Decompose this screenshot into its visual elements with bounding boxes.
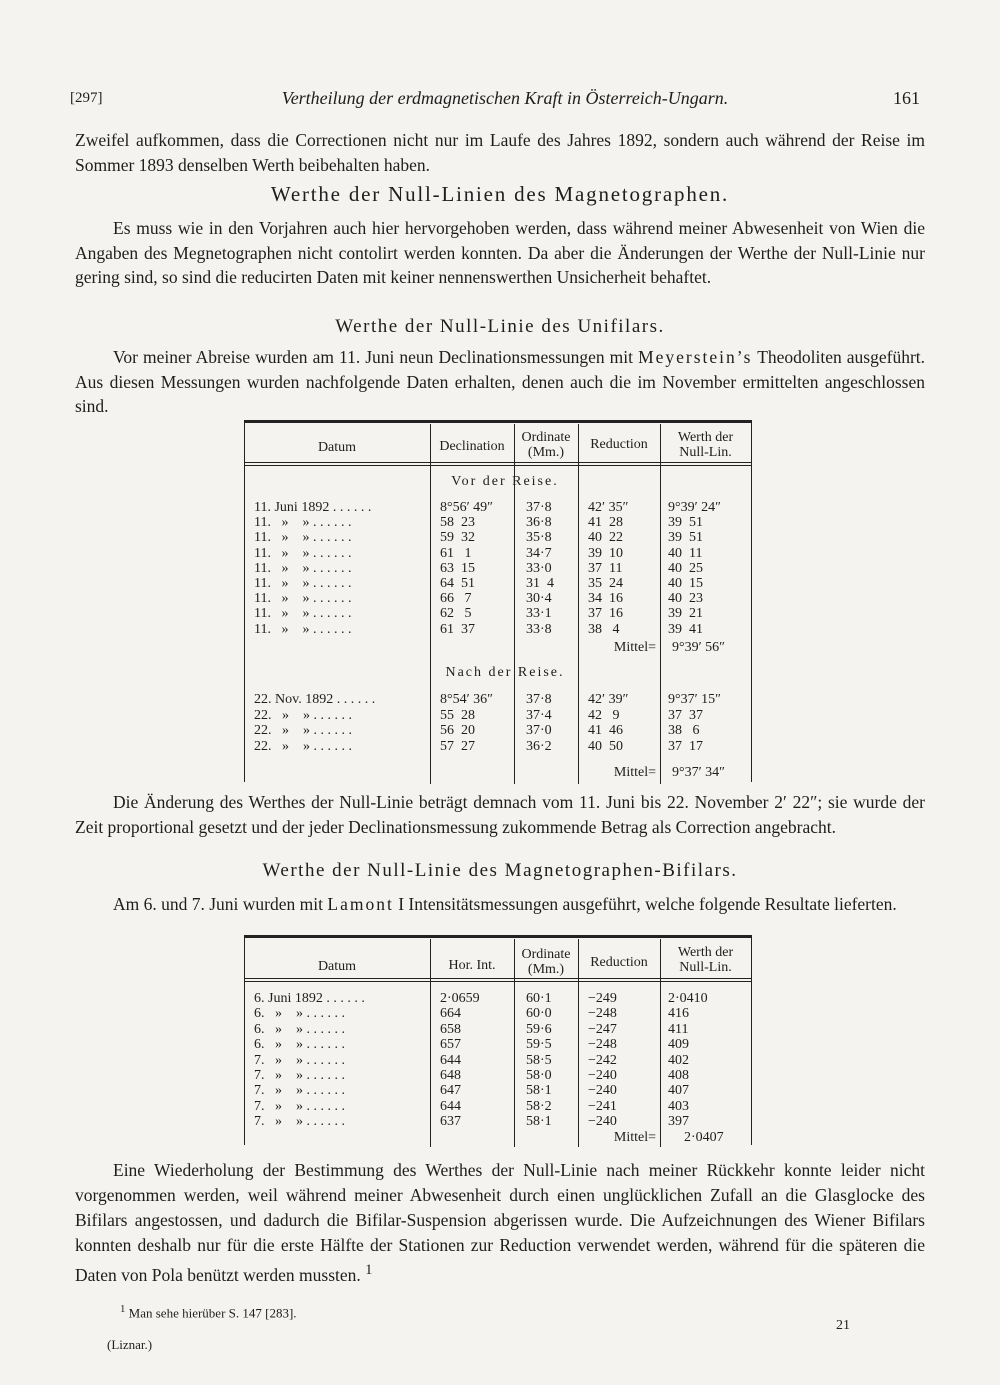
cell-decl: 55 28: [440, 707, 475, 723]
cell-ord: 30·4: [526, 591, 552, 607]
cell-red: −240: [588, 1083, 617, 1099]
cell-werth: 2·0410: [668, 991, 708, 1006]
table-row: [244, 1083, 752, 1099]
cell-decl: 61 1: [440, 545, 472, 561]
cell-werth: 37 17: [668, 738, 703, 754]
cell-datum: 11. » » . . . . . .: [254, 591, 352, 607]
cell-red: −241: [588, 1098, 617, 1114]
cell-red: −248: [588, 1006, 617, 1022]
cell-red: −240: [588, 1068, 617, 1083]
section-heading-magnetograph: Werthe der Null-Linien des Magnetographen.: [270, 182, 730, 206]
running-header: [70, 88, 940, 114]
cell-datum: 7. » » . . . . . .: [254, 1083, 345, 1099]
table-row: [244, 500, 752, 516]
cell-decl: 58 23: [440, 515, 475, 531]
cell-ord: 59·6: [526, 1021, 552, 1037]
cell-decl: 61 37: [440, 621, 475, 637]
cell-werth: 416: [668, 1006, 689, 1022]
cell-red: −249: [588, 991, 617, 1006]
cell-ord: 58·5: [526, 1052, 552, 1068]
cell-datum: 6. » » . . . . . .: [254, 1006, 345, 1022]
cell-decl: 62 5: [440, 606, 472, 622]
cell-hor: 664: [440, 1006, 461, 1022]
table-row: [244, 1099, 752, 1115]
cell-werth: 40 15: [668, 576, 703, 591]
cell-werth: 38 6: [668, 723, 700, 738]
cell-ord: 58·1: [526, 1083, 552, 1099]
cell-werth: 40 11: [668, 545, 703, 561]
table-row: [244, 991, 752, 1007]
cell-decl: 66 7: [440, 591, 472, 607]
table-top-rule: [244, 935, 752, 938]
cell-ord: 34·7: [526, 545, 552, 561]
cell-werth: 402: [668, 1052, 689, 1068]
cell-werth: 397: [668, 1114, 689, 1130]
table-row: [244, 1037, 752, 1053]
page-number: 161: [893, 88, 920, 108]
cell-werth: 403: [668, 1098, 689, 1114]
cell-werth: 9°39′ 24″: [668, 500, 721, 515]
cell-red: 34 16: [588, 591, 623, 607]
cell-decl: 59 32: [440, 530, 475, 546]
table-row: [244, 1022, 752, 1038]
cell-werth: 9°37′ 15″: [668, 692, 721, 707]
column-header-reduction: Reduction: [590, 437, 648, 452]
cell-ord: 60·0: [526, 1006, 552, 1022]
section-heading-bifilar: Werthe der Null-Linie des Magnetographen-Bifilars.: [262, 860, 738, 881]
mittel-label: Mittel=: [613, 1130, 656, 1145]
cell-datum: 22. » » . . . . . .: [254, 707, 352, 723]
cell-datum: 11. » » . . . . . .: [254, 621, 352, 637]
cell-red: 37 11: [588, 560, 623, 576]
table-row: [244, 591, 752, 607]
cell-red: 41 28: [588, 515, 623, 531]
table-row: [244, 739, 752, 755]
cell-werth: 39 21: [668, 606, 703, 622]
cell-ord: 33·1: [526, 606, 552, 622]
cell-ord: 33·0: [526, 560, 552, 576]
table-row: [244, 576, 752, 592]
cell-ord: 37·8: [526, 500, 552, 515]
section-unifilar-text: Vor meiner Abreise wurden am 11. Juni neun Declinationsmessungen mit Meyerstein’s Theodoliten ausgeführt. Aus diesen Messungen wurden nachfolgende Daten erhalten, denen auch die im November ermittelten angeschlossen sind.: [75, 347, 926, 416]
section-bifilar-text: Am 6. und 7. Juni wurden mit Lamont I Intensitätsmessungen ausgeführt, welche folgende Resultate lieferten.: [113, 894, 897, 914]
cell-datum: 22. Nov. 1892 . . . . . .: [254, 692, 376, 707]
cell-ord: 36·2: [526, 738, 552, 754]
cell-hor: 658: [440, 1021, 461, 1037]
section-heading-unifilar: Werthe der Null-Linie des Unifilars.: [335, 316, 665, 337]
cell-ord: 36·8: [526, 515, 552, 531]
intensity-table: [244, 935, 752, 1145]
cell-datum: 7. » » . . . . . .: [254, 1068, 345, 1083]
mittel-label: Mittel=: [613, 640, 656, 655]
cell-datum: 22. » » . . . . . .: [254, 723, 352, 738]
table-row: [244, 622, 752, 638]
cell-ord: 58·1: [526, 1114, 552, 1130]
cell-hor: 644: [440, 1052, 461, 1068]
table-row: [244, 606, 752, 622]
column-header-datum: Datum: [317, 959, 357, 974]
cell-datum: 7. » » . . . . . .: [254, 1052, 345, 1068]
column-header-hor-int: Hor. Int.: [448, 958, 496, 973]
page-reference: [297]: [70, 90, 103, 106]
cell-werth: 411: [668, 1021, 689, 1037]
table-row: [244, 546, 752, 562]
cell-ord: 37·4: [526, 707, 552, 723]
column-header-datum: Datum: [317, 440, 357, 455]
cell-werth: 40 23: [668, 591, 703, 607]
cell-ord: 33·8: [526, 621, 552, 637]
cell-red: 35 24: [588, 576, 623, 591]
cell-decl: 8°56′ 49″: [440, 500, 493, 515]
cell-datum: 11. » » . . . . . .: [254, 515, 352, 531]
footnote: $^1$ Man sehe hierüber S. 147 [283].: [120, 1303, 297, 1321]
column-header-declination: Declination: [439, 439, 505, 454]
table-row: [244, 561, 752, 577]
cell-ord: 31 4: [526, 576, 554, 591]
cell-werth: 39 51: [668, 530, 703, 546]
cell-datum: 7. » » . . . . . .: [254, 1114, 345, 1130]
table-row: [244, 708, 752, 724]
cell-datum: 11. » » . . . . . .: [254, 576, 352, 591]
mittel-value: 9°39′ 56″: [672, 640, 725, 655]
cell-werth: 39 41: [668, 621, 703, 637]
cell-hor: 648: [440, 1068, 461, 1083]
cell-ord: 37·8: [526, 692, 552, 707]
table-row: [244, 1114, 752, 1130]
cell-red: −248: [588, 1037, 617, 1053]
cell-red: 42 9: [588, 707, 620, 723]
cell-red: 38 4: [588, 621, 620, 637]
cell-werth: 39 51: [668, 515, 703, 531]
cell-werth: 407: [668, 1083, 689, 1099]
subheading-after-journey: Nach der Reise.: [445, 665, 565, 680]
cell-red: 40 50: [588, 738, 623, 754]
cell-decl: 63 15: [440, 560, 475, 576]
column-header-ordinate: Ordinate (Mm.): [521, 430, 571, 460]
cell-red: 39 10: [588, 545, 623, 561]
cell-decl: 64 51: [440, 576, 475, 591]
cell-datum: 6. » » . . . . . .: [254, 1021, 345, 1037]
column-header-werth: Werth der Null-Lin.: [677, 430, 734, 460]
table-row: [244, 723, 752, 739]
table-row: [244, 1068, 752, 1084]
cell-hor: 644: [440, 1098, 461, 1114]
table-header-rule: [244, 465, 752, 466]
cell-decl: 8°54′ 36″: [440, 692, 493, 707]
table-row: [244, 1006, 752, 1022]
cell-red: 42′ 39″: [588, 692, 629, 707]
table-header-rule: [244, 462, 752, 463]
cell-red: 40 22: [588, 530, 623, 546]
cell-hor: 657: [440, 1037, 461, 1053]
mittel-row: [244, 765, 752, 781]
table-header-rule: [244, 981, 752, 982]
final-paragraph: Eine Wiederholung der Bestimmung des Werthes der Null-Linie nach meiner Rückkehr konnte leider nicht vorgenommen werden, weil während meiner Abwesenheit durch einen unglücklichen Zufall an die Glasglocke des Bifilars angestossen, und dadurch die Bifilar-Suspension abgerissen wurde. Die Aufzeichnungen des Wiener Bifilars konnten deshalb nur für die erste Hälfte der Stationen zur Reduction verwendet werden, während für die späteren die Daten von Pola benützt werden mussten. $^1$: [75, 1160, 925, 1285]
person-name-meyerstein: Meyerstein’s: [638, 347, 753, 367]
cell-datum: 7. » » . . . . . .: [254, 1098, 345, 1114]
table-row: [244, 1053, 752, 1069]
cell-werth: 408: [668, 1068, 689, 1083]
cell-datum: 6. Juni 1892 . . . . . .: [254, 991, 365, 1006]
table-row: [244, 692, 752, 708]
cell-datum: 6. » » . . . . . .: [254, 1037, 345, 1053]
cell-ord: 58·2: [526, 1098, 552, 1114]
cell-red: 37 16: [588, 606, 623, 622]
cell-ord: 35·8: [526, 530, 552, 546]
cell-datum: 11. » » . . . . . .: [254, 606, 352, 622]
sheet-number: 21: [836, 1318, 850, 1333]
cell-datum: 11. » » . . . . . .: [254, 530, 352, 546]
cell-hor: 637: [440, 1114, 461, 1130]
mittel-row: [244, 1130, 752, 1146]
footnote-mark: 1: [365, 1262, 373, 1278]
cell-red: −247: [588, 1021, 617, 1037]
null-line-change-paragraph: Die Änderung des Werthes der Null-Linie beträgt demnach vom 11. Juni bis 22. November 2′ 22″; sie wurde der Zeit proportional gesetzt und der jeder Declinationsmessung zukommende Betrag als Correction angebracht.: [75, 792, 925, 837]
cell-werth: 40 25: [668, 560, 703, 576]
cell-datum: 11. » » . . . . . .: [254, 560, 352, 576]
table-row: [244, 515, 752, 531]
table-header-rule: [244, 978, 752, 979]
cell-red: −242: [588, 1052, 617, 1068]
column-header-ordinate: Ordinate (Mm.): [521, 947, 571, 977]
cell-hor: 647: [440, 1083, 461, 1099]
section-magnetograph-text: Es muss wie in den Vorjahren auch hier hervorgehoben werden, dass während meiner Abwesenheit von Wien die Angaben des Megnetographen nicht contolirt werden konnten. Da aber die Änderungen der Werthe der Null-Linie nur gering sind, so sind die reducirten Daten mit keiner nennenswerthen Unsicherheit behaftet.: [75, 218, 925, 287]
cell-red: −240: [588, 1114, 617, 1130]
column-header-reduction: Reduction: [590, 955, 648, 970]
cell-werth: 409: [668, 1037, 689, 1053]
cell-ord: 37·0: [526, 723, 552, 738]
mittel-label: Mittel=: [613, 765, 656, 780]
cell-red: 42′ 35″: [588, 500, 629, 515]
cell-datum: 22. » » . . . . . .: [254, 738, 352, 754]
mittel-value: 2·0407: [684, 1130, 724, 1145]
mittel-row: [244, 640, 752, 656]
column-header-werth: Werth der Null-Lin.: [677, 945, 734, 975]
declination-table: [244, 420, 752, 782]
person-name-lamont: Lamont: [327, 894, 394, 914]
cell-datum: 11. Juni 1892 . . . . . .: [254, 500, 372, 515]
cell-ord: 59·5: [526, 1037, 552, 1053]
author-signature: (Liznar.): [107, 1337, 153, 1352]
running-title: Vertheilung der erdmagnetischen Kraft in Österreich-Ungarn.: [281, 88, 729, 108]
table-top-rule: [244, 420, 752, 423]
cell-hor: 2·0659: [440, 991, 480, 1006]
cell-ord: 58·0: [526, 1068, 552, 1083]
cell-werth: 37 37: [668, 707, 703, 723]
cell-decl: 57 27: [440, 738, 475, 754]
cell-datum: 11. » » . . . . . .: [254, 545, 352, 561]
cell-red: 41 46: [588, 723, 623, 738]
mittel-value: 9°37′ 34″: [672, 765, 725, 780]
subheading-before-journey: Vor der Reise.: [451, 474, 559, 489]
cell-decl: 56 20: [440, 723, 475, 738]
table-row: [244, 530, 752, 546]
cell-ord: 60·1: [526, 991, 552, 1006]
intro-paragraph: Zweifel aufkommen, dass die Correctionen nicht nur im Laufe des Jahres 1892, sondern auch während der Reise im Sommer 1893 denselben Werth beibehalten haben.: [75, 130, 925, 175]
